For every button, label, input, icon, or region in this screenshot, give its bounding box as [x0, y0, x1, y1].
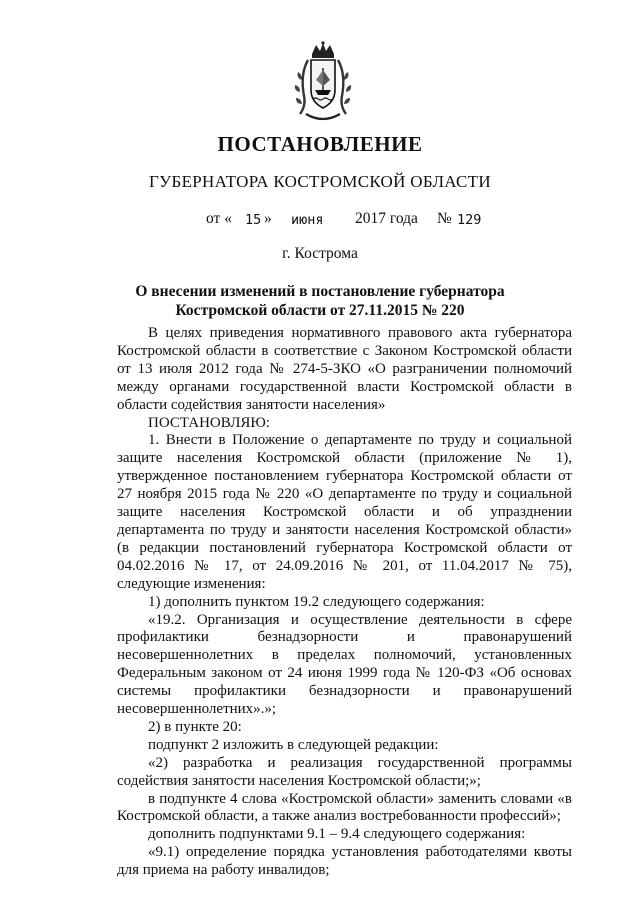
- amendment-line: в подпункте 4 слова «Костромской области» заменить словами «в Костромской области, а также анализ востребованности профессий»;: [117, 790, 572, 825]
- date-prefix: от «: [206, 210, 232, 227]
- number-sign: №: [437, 210, 452, 227]
- date-month: июня: [291, 212, 324, 228]
- kostroma-coat-of-arms-icon: [292, 40, 354, 124]
- quoted-subpoint-9-1: «9.1) определение порядка установления работодателями квоты для приема на работу инвалидов;: [117, 844, 572, 879]
- decree-heading-line: Костромской области от 27.11.2015 № 220: [175, 302, 465, 319]
- decree-body: [117, 325, 572, 880]
- date-close-quote: »: [264, 210, 272, 227]
- decree-heading-line: О внесении изменений в постановление губернатора: [135, 283, 505, 300]
- quoted-point-19-2: «19.2. Организация и осуществление деятельности в сфере профилактики безнадзорности и правонарушений несовершеннолетних в пределах полномочий, установленных Федеральным законом от 24 июня 1999 года № 120-ФЗ «Об основах системы профилактики безнадзорности и правонарушений несовершеннолетних».»;: [117, 611, 572, 718]
- quoted-subpoint-2: «2) разработка и реализация государственной программы содействия занятости населения Костромской области;»;: [117, 754, 572, 789]
- date-line: [0, 210, 640, 232]
- subclause-2: 2) в пункте 20:: [148, 718, 242, 735]
- decree-heading: [0, 282, 640, 320]
- preamble-paragraph: В целях приведения нормативного правового акта губернатора Костромской области в соответствие с Законом Костромской области от 13 июля 2012 года № 274-5-ЗКО «О разграничении полномочий между органами государственной власти Костромской области в области содействия занятости населения»: [117, 325, 572, 413]
- resolve-keyword: ПОСТАНОВЛЯЮ:: [148, 414, 270, 431]
- clause-1: 1. Внести в Положение о департаменте по труду и социальной защите населения Костромской области (приложение № 1), утвержденное постановлением губернатора Костромской области от 27 ноября 2015 года № 220 «О департаменте по труду и социальной защите населения Костромской области и об упразднении департамента по труду и занятости населения Костромской области» (в редакции постановлений губернатора Костромской области от 04.02.2016 № 17, от 24.09.2016 № 201, от 11.04.2017 № 75), следующие изменения:: [117, 432, 572, 592]
- city-line: г. Кострома: [282, 245, 358, 262]
- amendment-line: подпункт 2 изложить в следующей редакции:: [148, 736, 439, 753]
- date-year: 2017 года: [355, 210, 418, 227]
- issuer-subtitle: ГУБЕРНАТОРА КОСТРОМСКОЙ ОБЛАСТИ: [149, 172, 491, 191]
- subclause-1: 1) дополнить пунктом 19.2 следующего содержания:: [148, 593, 485, 610]
- date-day: 15: [245, 212, 262, 228]
- document-title: ПОСТАНОВЛЕНИЕ: [217, 132, 423, 156]
- amendment-line: дополнить подпунктами 9.1 – 9.4 следующего содержания:: [148, 826, 526, 843]
- decree-number: 129: [457, 212, 482, 228]
